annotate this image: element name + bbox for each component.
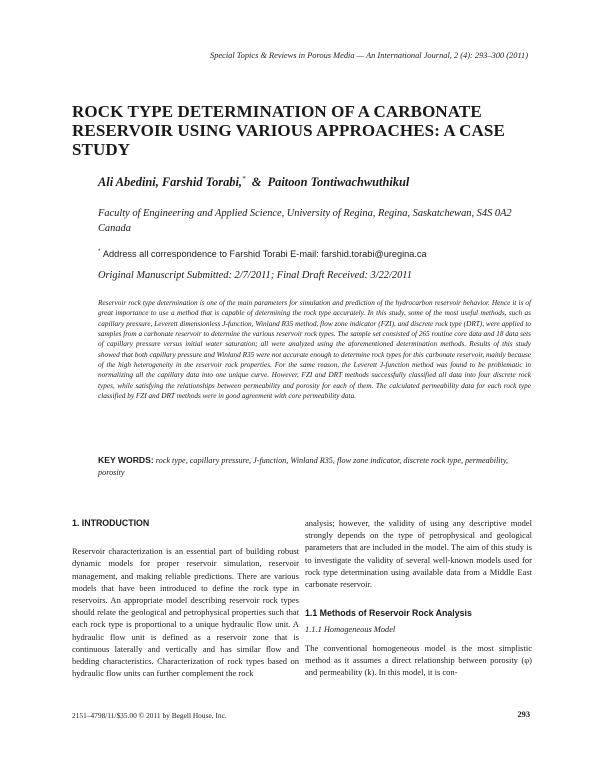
section-heading-introduction: 1. INTRODUCTION	[72, 518, 150, 528]
corresponding-author-mark: *	[242, 175, 246, 183]
paper-title: ROCK TYPE DETERMINATION OF A CARBONATE RESERVOIR USING VARIOUS APPROACHES: A CASE STUDY	[72, 102, 505, 159]
journal-citation: Special Topics & Reviews in Porous Media — An International Journal, 2 (4): 293–300 (2011)	[210, 51, 528, 60]
author-names-last: Paitoon Tontiwachwuthikul	[267, 175, 410, 190]
correspondence-mark: *	[98, 249, 101, 255]
subsubsection-heading-homogeneous: 1.1.1 Homogeneous Model	[305, 625, 396, 635]
right-column	[305, 517, 532, 678]
introduction-paragraph: Reservoir characterization is an essential part of building robust dynamic models for proper reservoir simulation, reservoir management, and making reliable predictions. There are various models that have been introduced to define the rock type in reservoirs. An appropriate model describing reservoir rock types should relate the geological and petrophysical properties such that each rock type is proportional to a unique hydraulic flow unit. A hydraulic flow unit is defined as a reservoir zone that is continuous laterally and vertically and has similar flow and bedding characteristics. Characterization of rock types based on hydraulic flow units can further complement the rock	[72, 546, 299, 679]
keywords	[98, 454, 531, 479]
correspondence-note	[98, 249, 427, 259]
abstract: Reservoir rock type determination is one of the main parameters for simulation and prediction of the hydrocarbon reservoir behavior. Hence it is of great importance to use a method that is capable of determining the rock type accurately. In this study, some of the most useful methods, such as capillary pressure, Leverett dimensionless J-function, Winland R35 method, flow zone indicator (FZI), and discrete rock type (DRT), were applied to samples from a carbonate reservoir to determine the various reservoir rock types. The sample set consisted of 265 routine core data and 18 data sets of capillary pressure versus initial water saturation; all were analyzed using the aforementioned determination methods. Results of this study showed that both capillary pressure and Winland R35 were not accurate enough to determine rock types for this carbonate reservoir, mainly because of the high heterogeneity in the reservoir rock properties. For the same reason, the Leverett J-function method was found to be problematic in normalizing all the capillary data into one unique curve. However, FZI and DRT methods successfully classified all data into four discrete rock types, while satisfying the relationships between permeability and porosity for each of them. The calculated permeability data for each rock type classified by FZI and DRT methods were in good agreement with core permeability data.	[98, 299, 531, 401]
manuscript-dates: Original Manuscript Submitted: 2/7/2011; Final Draft Received: 3/22/2011	[98, 270, 412, 281]
keywords-text: rock type, capillary pressure, J-function, Winland R35, flow zone indicator, discrete rock type, permeability, porosity	[98, 456, 509, 477]
left-column	[72, 517, 299, 679]
affiliation: Faculty of Engineering and Applied Science, University of Regina, Regina, Saskatchewan, S4S 0A2 Canada	[98, 208, 512, 234]
author-names-first: Ali Abedini, Farshid Torabi,	[98, 175, 243, 190]
author-ampersand: &	[251, 175, 262, 190]
body-paragraph-continued: analysis; however, the validity of using any descriptive model strongly depends on the type of petrophysical and geological parameters that are included in the model. The aim of this study is to investigate the validity of several well-known models used for rock type determination using available data from a Middle East carbonate reservoir.	[305, 518, 532, 590]
homogeneous-model-paragraph: The conventional homogeneous model is the most simplistic method as it assumes a direct relationship between porosity (φ) and permeability (k). In this model, it is con-	[305, 642, 532, 678]
correspondence-text: Address all correspondence to Farshid Torabi E-mail: farshid.torabi@uregina.ca	[102, 249, 427, 260]
footer-copyright: 2151–4798/11/$35.00 © 2011 by Begell House, Inc.	[72, 711, 227, 720]
keywords-label: KEY WORDS:	[98, 455, 154, 465]
page-number: 293	[517, 710, 530, 719]
author-list	[98, 175, 409, 190]
subsection-heading-methods: 1.1 Methods of Reservoir Rock Analysis	[305, 608, 472, 619]
